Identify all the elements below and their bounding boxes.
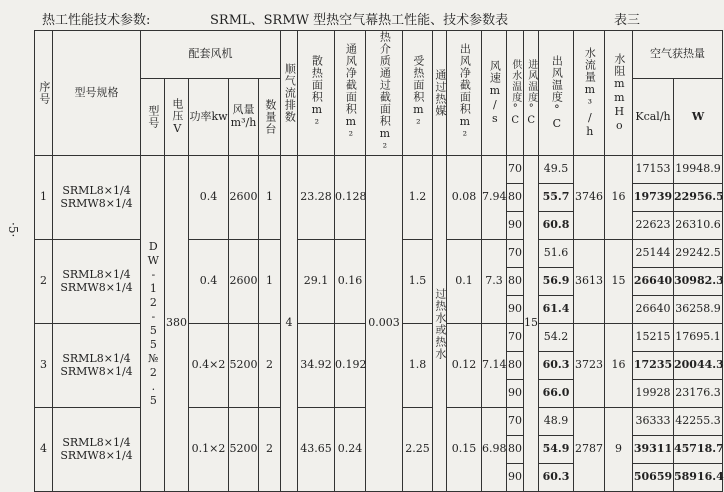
row-supply-temp: 70 [507,156,524,184]
row-kcal: 22623 [633,212,674,240]
voltage-cell: 380 [165,156,189,492]
row-power: 0.4×2 [189,324,229,408]
col-w: W [674,79,723,156]
row-w: 17695.1 [674,324,723,352]
row-supply-temp: 70 [507,408,524,436]
medium-text: 过热水或热水 [433,287,447,360]
row-kcal: 50659 [633,464,674,492]
col-blow-rows: 顺气流排数 [283,63,297,123]
row-supply-temp: 80 [507,436,524,464]
table-row [35,156,723,184]
fan-model-text: DW-12-55№2.5 [146,239,160,408]
table-title: SRML、SRMW 型热空气幕热工性能、技术参数表 [210,13,509,28]
row-water-flow: 3723 [574,324,605,408]
row-supply-temp: 90 [507,296,524,324]
row-power: 0.1×2 [189,408,229,492]
row-outlet-temp: 54.2 [539,324,574,352]
row-outlet-area: 0.08 [447,156,482,240]
row-heat-area: 34.92 [298,324,335,408]
row-w: 42255.3 [674,408,723,436]
fan-model-cell [141,156,165,492]
row-outlet-temp: 56.9 [539,268,574,296]
row-model [53,240,141,324]
row-heated-area: 1.8 [403,324,433,408]
row-vent-area: 0.16 [335,240,366,324]
col-inlet-temp: 进风温度°C [525,59,537,127]
model-mw: SRMW8×1/4 [60,448,133,462]
row-w: 58916.4 [674,464,723,492]
section-heading: 热工性能技术参数: [42,13,151,28]
row-heated-area: 1.5 [403,240,433,324]
row-kcal: 17153 [633,156,674,184]
row-heated-area: 2.25 [403,408,433,492]
row-outlet-area: 0.12 [447,324,482,408]
row-heat-area: 23.28 [298,156,335,240]
row-kcal: 17235 [633,352,674,380]
row-water-flow: 3746 [574,156,605,240]
row-water-res: 16 [605,324,633,408]
row-seq: 2 [35,240,53,324]
col-heat-area: 散热面积m² [310,55,324,131]
row-w: 23176.3 [674,380,723,408]
col-outlet-temp: 出风温度°C [550,55,564,131]
col-power: 功率kw [189,79,229,156]
table-number: 表三 [614,13,641,28]
row-heat-area: 29.1 [298,240,335,324]
medium-area-cell: 0.003 [366,156,403,492]
row-water-flow: 2787 [574,408,605,492]
col-airflow: 风量m³/h [229,79,259,156]
row-vent-area: 0.128 [335,156,366,240]
row-supply-temp: 70 [507,324,524,352]
row-vent-area: 0.24 [335,408,366,492]
row-water-res: 9 [605,408,633,492]
row-w: 20044.3 [674,352,723,380]
row-seq: 1 [35,156,53,240]
row-outlet-temp: 48.9 [539,408,574,436]
row-kcal: 25144 [633,240,674,268]
row-model [53,324,141,408]
row-power: 0.4 [189,156,229,240]
row-kcal: 19928 [633,380,674,408]
col-model: 型号规格 [53,31,141,156]
row-air-speed: 7.14 [482,324,507,408]
spec-table [34,30,723,492]
model-ml: SRML8×1/4 [62,183,131,197]
row-model [53,408,141,492]
col-fan-group: 配套风机 [141,31,281,79]
row-outlet-temp: 61.4 [539,296,574,324]
row-vent-area: 0.192 [335,324,366,408]
row-outlet-temp: 51.6 [539,240,574,268]
row-kcal: 36333 [633,408,674,436]
col-heat-group: 空气获热量 [633,31,723,79]
row-w: 22956.5 [674,184,723,212]
row-supply-temp: 80 [507,352,524,380]
inlet-temp-cell: 15 [524,156,539,492]
row-model [53,156,141,240]
col-supply-temp: 供水温度°C [509,59,521,127]
model-mw: SRMW8×1/4 [60,364,133,378]
row-w: 45718.7 [674,436,723,464]
row-air-speed: 7.94 [482,156,507,240]
row-kcal: 26640 [633,268,674,296]
row-outlet-temp: 60.3 [539,464,574,492]
row-supply-temp: 70 [507,240,524,268]
row-supply-temp: 80 [507,268,524,296]
row-water-flow: 3613 [574,240,605,324]
row-airflow: 2600 [229,240,259,324]
row-airflow: 2600 [229,156,259,240]
row-air-speed: 6.98 [482,408,507,492]
model-ml: SRML8×1/4 [62,435,131,449]
row-qty: 1 [259,156,281,240]
col-kcal: Kcal/h [633,79,674,156]
row-outlet-area: 0.1 [447,240,482,324]
row-w: 30982.3 [674,268,723,296]
col-air-speed: 风速m/s [488,60,502,126]
row-outlet-temp: 55.7 [539,184,574,212]
col-fan-model: 型号 [146,105,160,130]
row-outlet-area: 0.15 [447,408,482,492]
col-medium-area: 热介质通过截面积m² [378,31,392,155]
blow-rows-cell: 4 [281,156,298,492]
row-kcal: 19739 [633,184,674,212]
model-mw: SRMW8×1/4 [60,280,133,294]
row-qty: 2 [259,324,281,408]
model-ml: SRML8×1/4 [62,351,131,365]
row-heated-area: 1.2 [403,156,433,240]
row-supply-temp: 90 [507,464,524,492]
row-kcal: 39311 [633,436,674,464]
row-airflow: 5200 [229,408,259,492]
col-water-flow: 水流量m³/h [583,47,597,139]
row-supply-temp: 90 [507,380,524,408]
col-qty: 数量台 [263,99,277,136]
page-number: ·5· [6,222,20,238]
row-w: 29242.5 [674,240,723,268]
row-qty: 2 [259,408,281,492]
row-water-res: 15 [605,240,633,324]
row-supply-temp: 90 [507,212,524,240]
row-power: 0.4 [189,240,229,324]
col-vent-area: 通风净截面积m² [344,43,358,143]
model-ml: SRML8×1/4 [62,267,131,281]
row-supply-temp: 80 [507,184,524,212]
row-kcal: 26640 [633,296,674,324]
col-water-res: 水阻mmHo [612,53,626,133]
row-outlet-temp: 49.5 [539,156,574,184]
row-kcal: 15215 [633,324,674,352]
row-airflow: 5200 [229,324,259,408]
col-voltage: 电压V [170,98,184,137]
col-outlet-area: 出风净截面积m² [458,43,472,143]
model-mw: SRMW8×1/4 [60,196,133,210]
row-seq: 4 [35,408,53,492]
row-outlet-temp: 66.0 [539,380,574,408]
row-outlet-temp: 60.8 [539,212,574,240]
row-air-speed: 7.3 [482,240,507,324]
row-outlet-temp: 60.3 [539,352,574,380]
row-outlet-temp: 54.9 [539,436,574,464]
col-seq: 序号 [37,81,51,105]
col-medium: 通过热媒 [433,69,447,117]
col-heated-area: 受热面积m² [411,55,425,131]
row-qty: 1 [259,240,281,324]
row-seq: 3 [35,324,53,408]
row-w: 19948.9 [674,156,723,184]
row-water-res: 16 [605,156,633,240]
medium-cell [433,156,447,492]
row-w: 26310.6 [674,212,723,240]
row-w: 36258.9 [674,296,723,324]
row-heat-area: 43.65 [298,408,335,492]
